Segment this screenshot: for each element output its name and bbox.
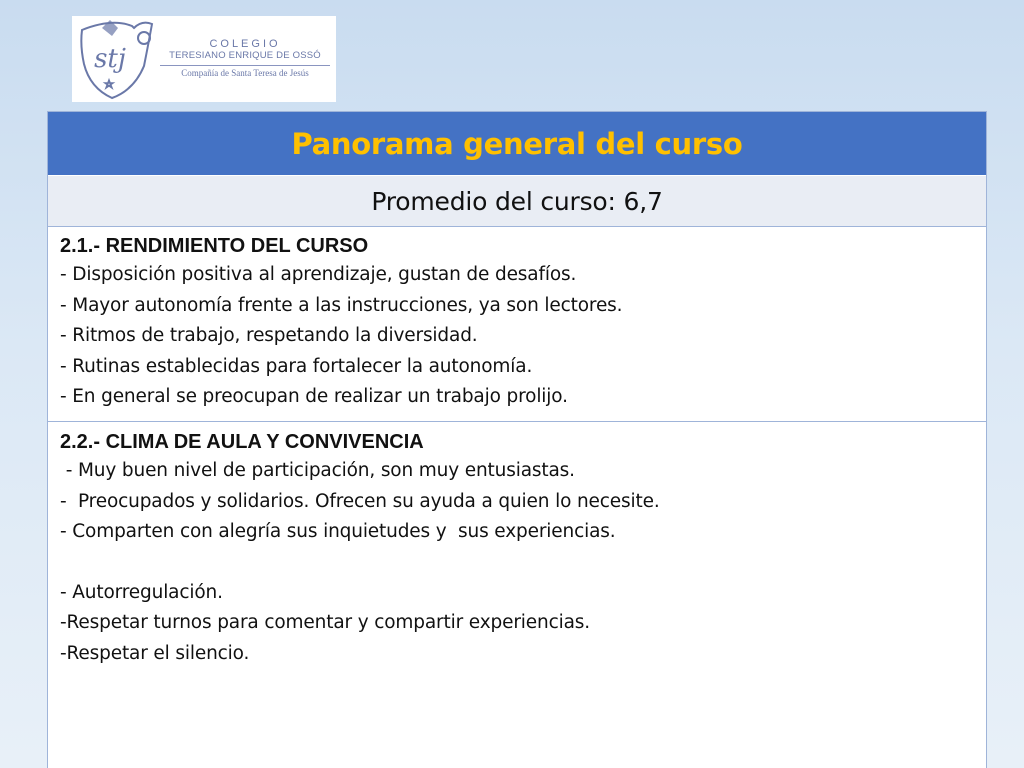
logo-line-company: Compañía de Santa Teresa de Jesús bbox=[181, 68, 309, 78]
list-item: - Ritmos de trabajo, respetando la diversidad. bbox=[60, 325, 478, 346]
list-spacer bbox=[60, 548, 976, 578]
list-item: - Comparten con alegría sus inquietudes y sus experiencias. bbox=[60, 521, 616, 542]
list-item: - Muy buen nivel de participación, son muy entusiastas. bbox=[60, 460, 575, 481]
logo-wordmark bbox=[158, 38, 332, 79]
list-item: -Respetar el silencio. bbox=[60, 642, 250, 664]
course-overview-table bbox=[47, 111, 987, 768]
list-item: - Disposición positiva al aprendizaje, gustan de desafíos. bbox=[60, 264, 577, 285]
section-classroom-climate bbox=[48, 422, 986, 669]
section-title: 2.2.- CLIMA DE AULA Y CONVIVENCIA bbox=[60, 431, 424, 453]
list-item: - Preocupados y solidarios. Ofrecen su ayuda a quien lo necesite. bbox=[60, 490, 660, 512]
table-header bbox=[48, 112, 986, 176]
page-title: Panorama general del curso bbox=[291, 126, 743, 161]
logo-divider bbox=[160, 65, 330, 66]
section-title: 2.1.- RENDIMIENTO DEL CURSO bbox=[60, 235, 369, 257]
list-item: - Rutinas establecidas para fortalecer la autonomía. bbox=[60, 355, 533, 377]
logo-line-school-name: TERESIANO ENRIQUE DE OSSÓ bbox=[169, 50, 321, 61]
list-item: - En general se preocupan de realizar un trabajo prolijo. bbox=[60, 386, 568, 407]
list-item: - Autorregulación. bbox=[60, 581, 223, 603]
average-row bbox=[48, 176, 986, 227]
course-average: Promedio del curso: 6,7 bbox=[371, 186, 663, 216]
logo-monogram: stj bbox=[94, 44, 126, 74]
list-item: - Mayor autonomía frente a las instrucciones, ya son lectores. bbox=[60, 294, 623, 316]
school-logo bbox=[72, 16, 336, 102]
logo-line-colegio: COLEGIO bbox=[209, 38, 281, 50]
list-item: -Respetar turnos para comentar y compartir experiencias. bbox=[60, 612, 590, 633]
section-performance bbox=[48, 227, 986, 422]
